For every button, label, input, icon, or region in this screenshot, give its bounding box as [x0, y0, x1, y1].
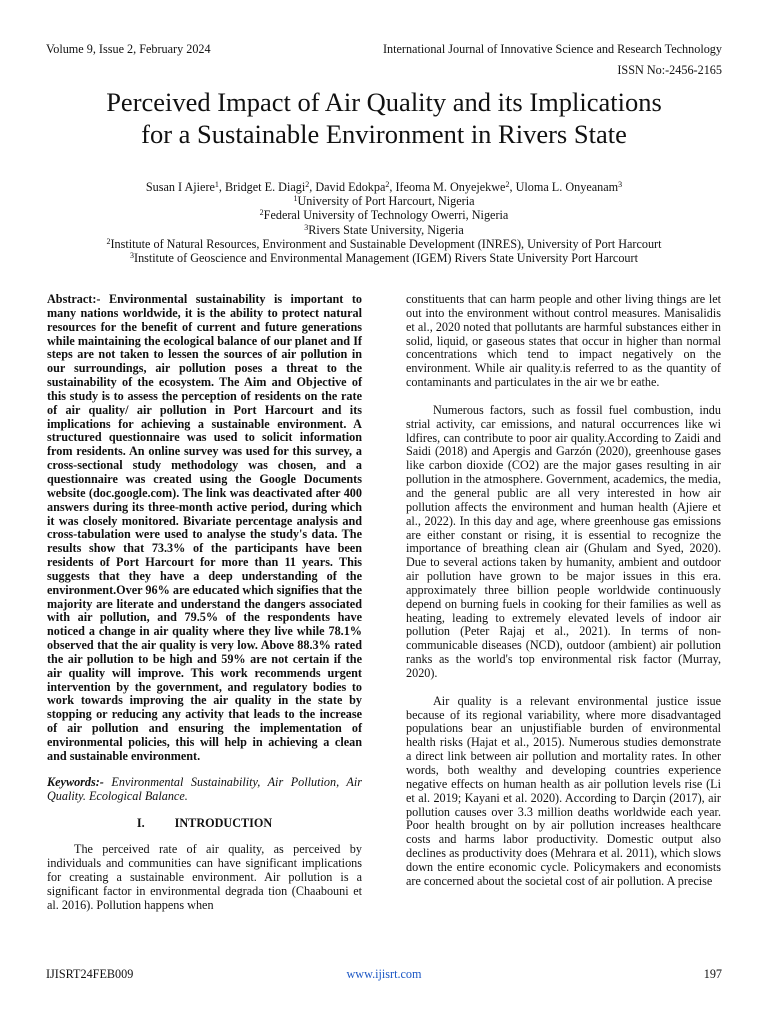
section-heading	[47, 817, 362, 831]
affiliation-marker: 2	[305, 180, 310, 189]
author-name: Susan I Ajiere	[145, 180, 215, 194]
author-block	[40, 180, 728, 265]
affiliation: $^2$Institute of Natural Resources, Environment and Sustainable Development (INRES), University of Port Harcourt	[106, 236, 662, 251]
author-name: David Edokpa	[315, 180, 386, 194]
author-name: Bridget E. Diagi	[225, 180, 306, 194]
volume-info: Volume 9, Issue 2, February 2024	[46, 42, 211, 56]
issn: ISSN No:-2456-2165	[617, 63, 722, 77]
section-title: INTRODUCTION	[174, 816, 273, 831]
title-line-1: Perceived Impact of Air Quality and its Implications	[106, 87, 662, 117]
body-paragraph: Numerous factors, such as fossil fuel combustion, indu strial activity, car emissions, and natural occurrences like wi ldfires, can contribute to poor air quality.According to Zaidi and Saidi (2018) and Apergis and Garzón (2020), greenhouse gases like carbon dioxide (CO2) are the major gases resulting in air pollution in the atmosphere. Government, academics, the media, and the general public are all very interested in how air pollution affects the environment and human health (Ajiere et al., 2022). In this day and age, where greenhouse gas emissions are either constant or rising, it is essential to recognize the importance of breathing clean air (Ghulam and Syed, 2020). Due to several actions taken by humanity, ambient and outdoor air pollution have grown to be major issues in this era. approximately three billion people worldwide continuously depend on burning fuels in cooking for their families as well as heating, leading to extremely elevated levels of indoor air pollution (Peter Rajaj et al., 2021). In terms of non-communicable diseases (NCD), outdoor (ambient) air pollution ranks as the world's top environmental risk factor (Murray, 2020).	[406, 402, 721, 680]
author-name: Uloma L. Onyeanam	[515, 180, 619, 194]
affiliation-marker: 1	[214, 180, 219, 189]
body-paragraph: constituents that can harm people and other living things are let out into the environment without control measures. Manisalidis et al., 2020 noted that pollutants are harmful substances either in solid, liquid, or gaseous states that occur in higher than normal concentrations which tend to impact negatively on the environment. While air quality.is referred to as the quantity of contaminants and particulates in the air we br eathe.	[406, 292, 721, 390]
paper-id: IJISRT24FEB009	[46, 967, 134, 981]
keywords-text: Environmental Sustainability, Air Pollution, Air Quality. Ecological Balance.	[47, 774, 362, 803]
section-number: I.	[136, 816, 145, 831]
keywords	[47, 776, 362, 804]
title-line-2: for a Sustainable Environment in Rivers State	[141, 119, 627, 149]
journal-name: International Journal of Innovative Science and Research Technology	[382, 42, 722, 56]
abstract: Abstract:- Environmental sustainability is important to many nations worldwide, it is the ability to protect natural resources for the benefit of current and future generations while maintaining the ecological balance of our planet and If steps are not taken to lessen the sources of air pollution in our surroundings, air pollution poses a threat to the sustainability of the ecosystem. The Aim and Objective of this study is to assess the perception of residents on the rate of air quality/ air pollution in Port Harcourt and its implications for achieving a sustainable environment. A structured questionnaire was used to solicit information from residents. An online survey was used for this survey, a cross-sectional study methodology was chosen, and a questionnaire was created using the Google Documents website (doc.google.com). The link was deactivated after 400 answers during its three-month active period, during which it was closely monitored. Bivariate percentage analysis and cross-tabulation were used to analyse the study's data. The results show that 73.3% of the participants have been residents of Port Harcourt for more than 11 years. This suggests that they have a deep understanding of the environment.Over 96% are educated which signifies that the majority are literate and understand the dangers associated with air pollution, and 79.5% of the respondents have noticed a change in air quality where they live while 78.1% observed that the air quality is very low. Above 88.3% rated the air pollution to be high and 59% are not certain if the air quality will improve. This work recommends urgent intervention by the government, and regulatory bodies to work towards improving the air quality in the state by stopping or reducing any activity that leads to the increase of air pollution and ensuring the implementation of environmental policies, this will help in achieving a clean and sustainable environment.	[47, 292, 362, 763]
page-number: 197	[703, 967, 722, 981]
paper-title	[40, 86, 728, 150]
author-name: Ifeoma M. Onyejekwe	[395, 180, 506, 194]
affiliation: $^3$Rivers State University, Nigeria	[304, 222, 464, 237]
affiliation-marker: 2	[385, 180, 390, 189]
author-list: Susan I Ajiere$^1$, Bridget E. Diagi$^2$, David Edokpa$^2$, Ifeoma M. Onyejekwe$^2$, Uloma L. Onyeanam$^3$	[145, 180, 623, 194]
body-paragraph: Air quality is a relevant environmental justice issue because of its regional variability, where more disadvantaged populations bear an unjustifiable burden of environmental health risks (Hajat et al., 2015). Numerous studies demonstrate a direct link between air pollution and mortality rates. In other words, both wealthy and developing countries experience negative effects on human health as air pollution levels rise (Li et al. 2019; Kayani et al. 2020). According to Darçin (2017), air pollution causes over 3.3 million deaths worldwide each year. Poor health brought on by air pollution increases healthcare costs and harms labor productivity. Domestic output also declines as productivity does (Mehrara et al. 2011), which slows down the entire economic cycle. Policymakers and economists are concerned about the societal cost of air pollution. A precise	[406, 693, 721, 888]
journal-url-link[interactable]: www.ijisrt.com	[346, 967, 422, 981]
intro-paragraph: The perceived rate of air quality, as perceived by individuals and communities can have significant implications for creating a sustainable environment. Air pollution is a significant factor in environmental degrada tion (Chaabouni et al. 2016). Pollution happens when	[47, 842, 362, 912]
right-column	[406, 293, 721, 889]
affiliation: $^3$Institute of Geoscience and Environmental Management (IGEM) Rivers State University Port Harcourt	[130, 251, 638, 266]
affiliation-marker: 3	[618, 180, 623, 189]
affiliation-marker: 2	[505, 180, 510, 189]
affiliation: $^2$Federal University of Technology Owerri, Nigeria	[259, 208, 509, 223]
left-column	[47, 293, 362, 912]
keywords-label: Keywords:-	[47, 774, 104, 789]
affiliation: $^1$University of Port Harcourt, Nigeria	[293, 194, 475, 209]
